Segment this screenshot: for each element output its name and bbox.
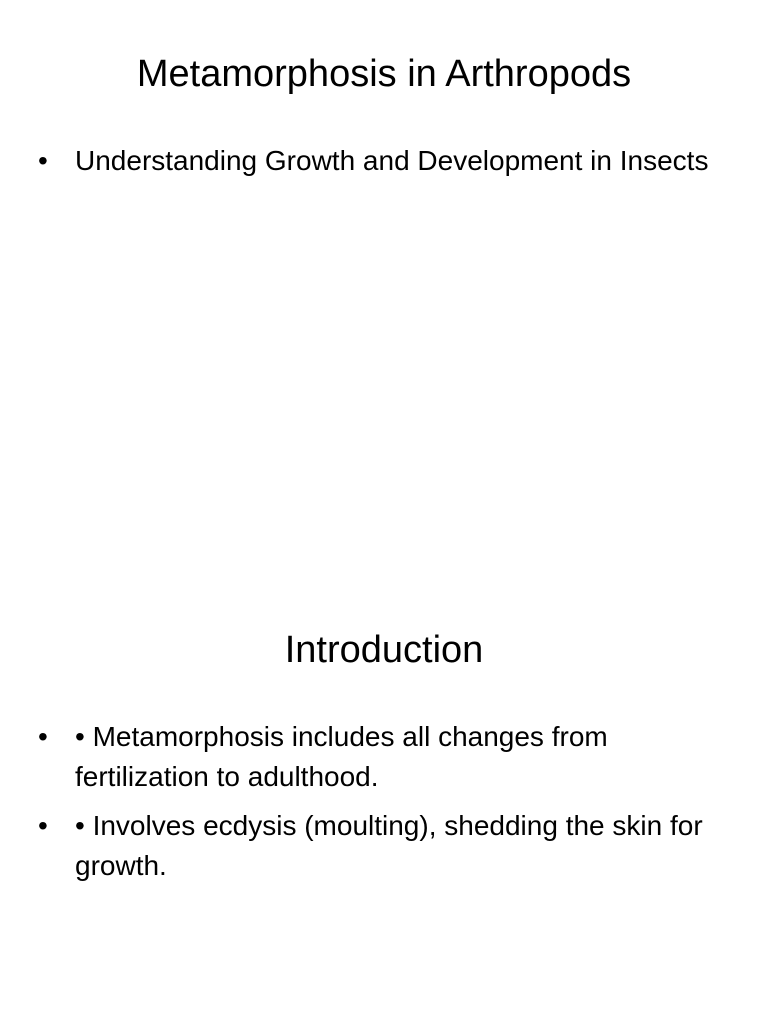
bullet-icon: • [38, 810, 48, 841]
bullet-text: • Metamorphosis includes all changes from fertilization to adulthood. [75, 721, 608, 792]
slide-title: Introduction [284, 629, 484, 671]
slide-introduction [0, 576, 768, 1024]
slide-title: Metamorphosis in Arthropods [136, 53, 632, 95]
bullet-text: Understanding Growth and Development in Insects [75, 145, 709, 176]
bullet-icon: • [38, 145, 48, 176]
list-item [38, 717, 718, 797]
bullet-text: • Involves ecdysis (moulting), shedding the skin for growth. [75, 810, 703, 881]
bullet-list [38, 717, 718, 895]
bullet-list [38, 141, 718, 190]
bullet-icon: • [38, 721, 48, 752]
list-item [38, 806, 718, 886]
list-item [38, 141, 718, 181]
